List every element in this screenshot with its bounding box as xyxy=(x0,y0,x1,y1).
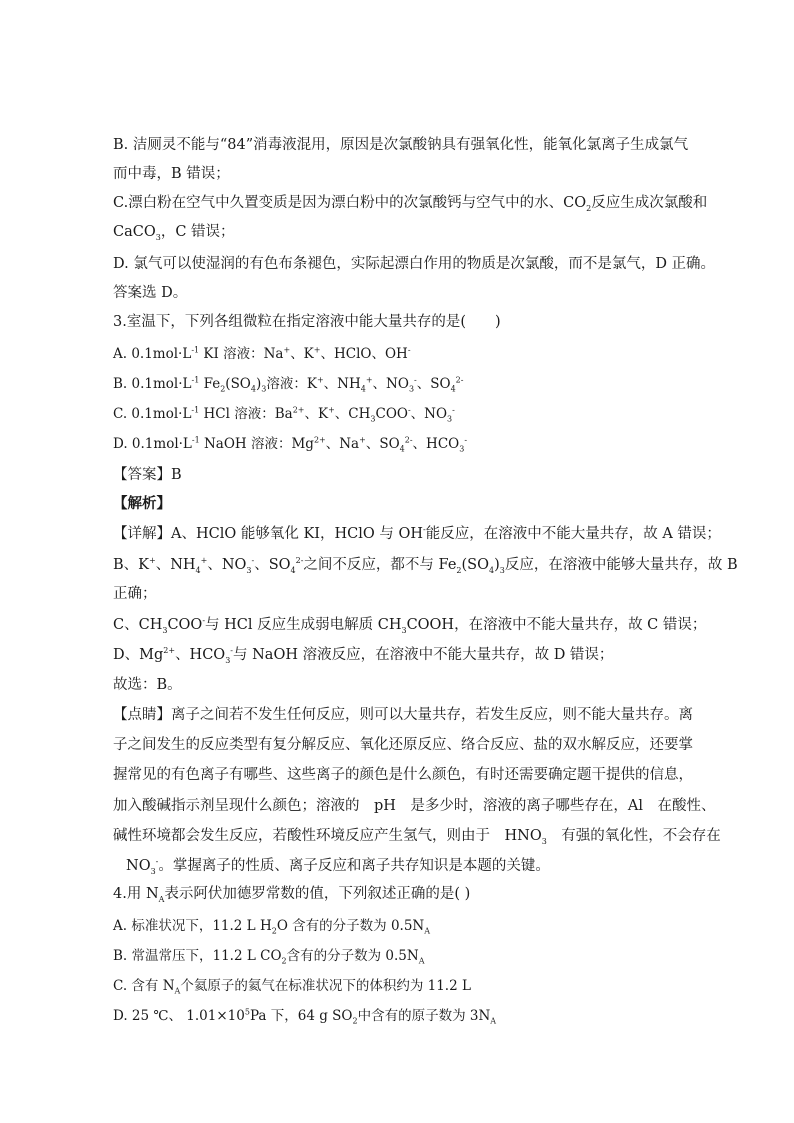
text-line: C.漂白粉在空气中久置变质是因为漂白粉中的次氯酸钙与空气中的水、$CO_2$反应生成次氯酸和 xyxy=(113,195,708,213)
answer-label: 【答案】B xyxy=(113,467,182,483)
text-line: 答案选 D。 xyxy=(113,285,188,301)
question-4-option-b: B. 常温常压下，11.2 L $CO_2$含有的分子数为 $0.5N_A$ xyxy=(113,948,425,966)
explanation-line: B、K+、$NH_4^+$、$NO_3^-$、$SO_4^{2-}$之间不反应，都不与 $Fe_2(SO_4)_3$反应，在溶液中能够大量共存，故 B xyxy=(113,556,738,575)
question-4-option-a: A. 标准状况下，11.2 L $H_2O$ 含有的分子数为 $0.5N_A$ xyxy=(113,918,431,936)
question-3-stem: 3.室温下，下列各组微粒在指定溶液中能大量共存的是( ) xyxy=(113,314,501,330)
key-point-line: 碱性环境都会发生反应，若酸性环境反应产生氢气，则由于 $HNO_3$ 有强的氧化性，不会存在 xyxy=(113,828,721,846)
question-3-option-b: B. $0.1mol\cdot L^{-1}$ $Fe_2(SO_4)_3$溶液：K+、$NH_4^+$、$NO_3^-$、$SO_4^{2-}$ xyxy=(113,375,464,394)
text-line: B. 洁厕灵不能与“84”消毒液混用，原因是次氯酸钠具有强氧化性，能氧化氯离子生成氯气 xyxy=(113,137,689,153)
text-line: D. 氯气可以使湿润的有色布条褪色，实际起漂白作用的物质是次氯酸，而不是氯气，D 正确。 xyxy=(113,256,716,272)
explanation-line: 正确； xyxy=(113,586,157,602)
question-3-option-c: C. $0.1mol\cdot L^{-1}$ HCl 溶液：$Ba^{2+}$、K+、$CH_3COO^-$、$NO_3^-$ xyxy=(113,405,455,424)
explanation-line: 故选：B。 xyxy=(113,677,182,693)
question-4-option-c: C. 含有 $N_A$个氦原子的氦气在标准状况下的体积约为 11.2 L xyxy=(113,978,471,996)
key-point-line: 【点睛】离子之间若不发生任何反应，则可以大量共存，若发生反应，则不能大量共存。离 xyxy=(113,707,693,723)
key-point-line: 握常见的有色离子有哪些、这些离子的颜色是什么颜色，有时还需要确定题干提供的信息， xyxy=(113,767,693,783)
question-4-stem: 4.用 $N_A$表示阿伏加德罗常数的值，下列叙述正确的是( ) xyxy=(113,886,471,904)
key-point-line: 加入酸碱指示剂呈现什么颜色；溶液的 pH 是多少时，溶液的离子哪些存在，Al 在酸性、 xyxy=(113,798,716,814)
question-3-option-a: A. $0.1mol\cdot L^{-1}$ KI 溶液：Na+、K+、HClO、OH- xyxy=(113,345,411,362)
explanation-line: D、$Mg^{2+}$、$HCO_3^-$与 NaOH 溶液反应，在溶液中不能大量共存，故 D 错误； xyxy=(113,646,614,665)
key-point-line: 子之间发生的反应类型有复分解反应、氧化还原反应、络合反应、盐的双水解反应，还要掌 xyxy=(113,737,693,753)
question-4-option-d: D. 25 ℃、 $1.01\times 10^5Pa$ 下，64 g $SO_2$中含有的原子数为 $3N_A$ xyxy=(113,1007,497,1026)
question-3-option-d: D. $0.1mol\cdot L^{-1}$ NaOH 溶液：$Mg^{2+}$、Na+、$SO_4^{2-}$、$HCO_3^-$ xyxy=(113,435,468,454)
analysis-heading: 【解析】 xyxy=(113,495,171,512)
text-line: CaCO$_3$，C 错误； xyxy=(113,224,235,242)
explanation-line: 【详解】A、HClO 能够氧化 KI，HClO 与 OH-能反应，在溶液中不能大量共存，故 A 错误； xyxy=(113,525,721,542)
key-point-line: $NO_3^-$。掌握离子的性质、离子反应和离子共存知识是本题的关键。 xyxy=(126,857,550,876)
text-line: 而中毒，B 错误； xyxy=(113,166,230,182)
explanation-line: C、$CH_3COO^-$与 HCl 反应生成弱电解质 $CH_3COOH$，在溶液中不能大量共存，故 C 错误； xyxy=(113,616,707,635)
